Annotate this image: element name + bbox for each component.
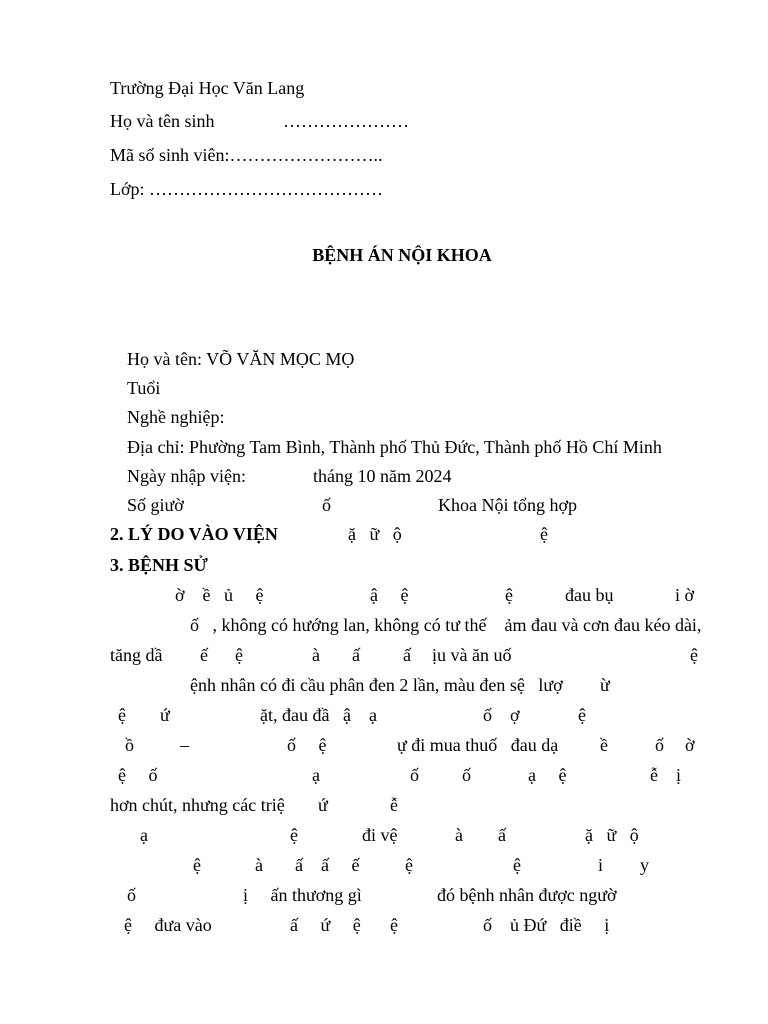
admit-date-label: Ngày nhập viện: [127,466,246,486]
history-line-8-segment-1: hơn chút, nhưng các triệ [110,795,285,815]
history-line-6-segment-7: ờ [685,735,695,755]
history-line-6-segment-5: ề [600,735,608,755]
history-line-3-segment-7: ệ [690,645,698,665]
history-line-10-segment-2: à [255,855,263,875]
history-line-1-segment-3: ệ [505,585,513,605]
patient-job: Nghề nghiệp: [127,407,225,427]
history-line-5-segment-4: ố ợ [483,705,520,725]
history-line-10-segment-5: ệ [513,855,521,875]
history-line-4-segment-1: ệnh nhân có đi cầu phân đen 2 lần, màu đen sệ lượ [190,675,563,695]
history-section-title: 3. BỆNH SỬ [110,555,208,575]
history-line-12-segment-1: ệ đưa vào [124,915,212,935]
history-line-6-segment-6: ố [655,735,664,755]
patient-address: Địa chỉ: Phường Tam Bình, Thành phố Thủ Đức, Thành phố Hồ Chí Minh [127,437,662,457]
history-line-3-segment-4: ấ [352,645,360,665]
reason-fragment-1: ặ ữ ộ [348,524,402,544]
history-line-3-segment-1: tăng dầ [110,645,163,665]
history-line-7-segment-5: ạ ệ [528,765,567,785]
history-line-8-segment-3: ễ [390,795,398,815]
history-line-3-segment-6: ịu và ăn uố [432,645,512,665]
history-line-10-segment-1: ệ [193,855,201,875]
history-line-5-segment-1: ệ [118,705,126,725]
class-label: Lớp: ………………………………… [110,179,384,199]
history-line-9-segment-4: à [455,825,463,845]
history-line-12-segment-3: ệ [390,915,398,935]
history-line-7-segment-4: ố [462,765,471,785]
school-name: Trường Đại Học Văn Lang [110,78,305,98]
history-line-1-segment-4: đau bụ [565,585,614,605]
history-line-11-segment-2: ị ấn thương gì [243,885,362,905]
history-line-5-segment-2: ứ [160,705,170,725]
department-value: Khoa Nội tổng hợp [438,495,578,515]
history-line-7-segment-6: ễ ị [650,765,681,785]
history-line-5-segment-5: ệ [578,705,586,725]
history-line-9-segment-1: ạ [140,825,148,845]
history-line-8-segment-2: ứ [318,795,328,815]
history-line-7-segment-1: ệ ố [118,765,158,785]
history-line-10-segment-3: ấ ấ ế [295,855,360,875]
history-line-6-segment-1: ồ [125,735,134,755]
history-line-9-segment-2: ệ [290,825,298,845]
history-line-12-segment-2: ấ ứ ệ [290,915,361,935]
history-line-6-segment-4: ự đi mua thuố đau dạ [397,735,559,755]
history-line-9-segment-6: ặ ữ ộ [585,825,639,845]
history-line-4-segment-2: ừ [600,675,610,695]
patient-age: Tuổi [127,378,161,398]
history-line-3-segment-3: à [312,645,320,665]
history-line-12-segment-4: ố ủ Đứ điề ị [483,915,610,935]
student-name-label: Họ và tên sinh [110,111,215,131]
admit-date-value: tháng 10 năm 2024 [313,466,452,486]
history-line-3-segment-5: ấ [403,645,411,665]
history-line-10-segment-4: ệ [405,855,413,875]
history-line-1-segment-5: i ờ [675,585,695,605]
history-line-5-segment-3: ặt, đau đầ ậ ạ [260,705,377,725]
history-line-7-segment-3: ố [410,765,419,785]
history-line-10-segment-7: y [640,855,649,875]
reason-section-title: 2. LÝ DO VÀO VIỆN [110,524,278,544]
history-line-10-segment-6: i [598,855,604,875]
history-line-9-segment-5: ấ [498,825,506,845]
history-line-1-segment-2: ậ ệ [370,585,409,605]
history-line-9-segment-3: đi vệ [362,825,398,845]
history-line-7-segment-2: ạ [312,765,320,785]
history-line-1-segment-1: ờ ề ủ ệ [175,585,264,605]
page-title: BỆNH ÁN NỘI KHOA [312,245,492,265]
reason-fragment-2: ệ [540,524,548,544]
patient-name: Họ và tên: VÕ VĂN MỌC MỌ [127,349,355,369]
history-line-11-segment-1: ố [127,885,136,905]
history-line-2-segment-1: ố , không có hướng lan, không có tư thế ảm đau và cơn đau kéo dài, [190,615,702,635]
bed-fragment: ố [322,495,331,515]
bed-label: Số giườ [127,495,184,515]
history-line-6-segment-2: – [180,735,189,755]
history-line-3-segment-2: ế ệ [200,645,243,665]
history-line-11-segment-3: đó bệnh nhân được ngườ [437,885,617,905]
student-name-blank: ………………… [283,111,409,131]
student-id-label: Mã số sinh viên:…………………….. [110,145,383,165]
history-line-6-segment-3: ố ệ [287,735,327,755]
